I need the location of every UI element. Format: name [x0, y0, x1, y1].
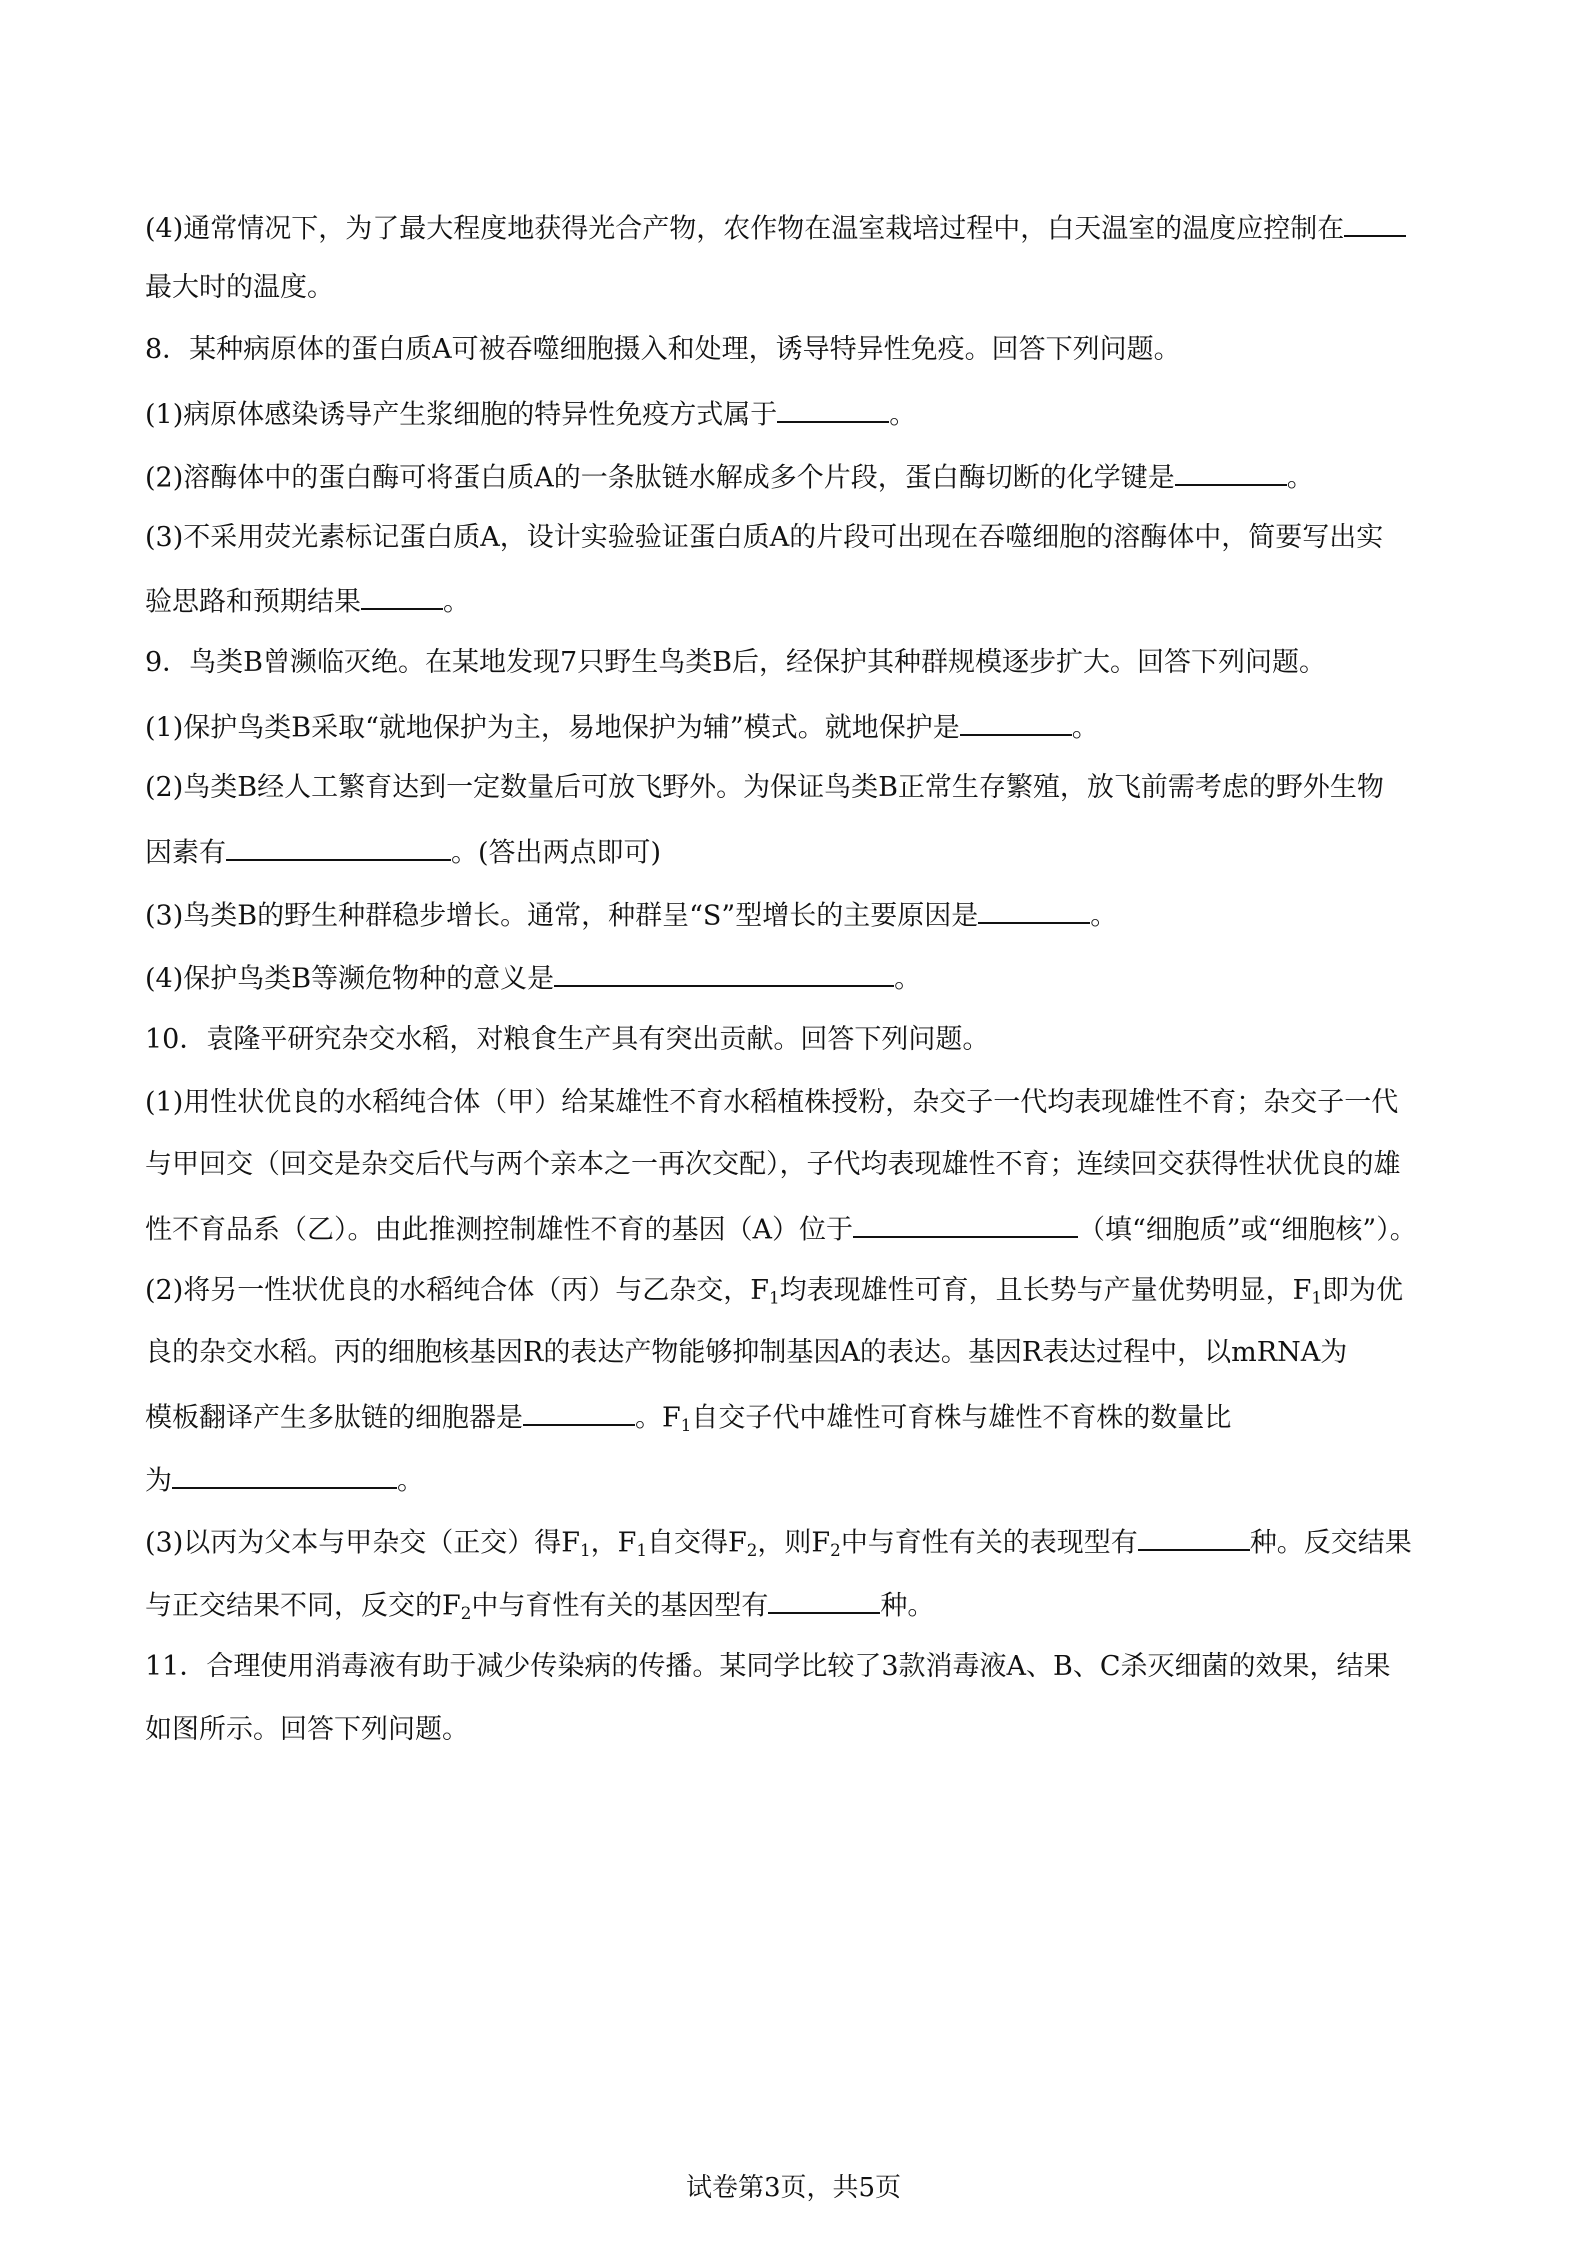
- q9-stem: 9．鸟类B曾濒临灭绝。在某地发现7只野生鸟类B后，经保护其种群规模逐步扩大。回答下列问题。: [145, 647, 1327, 678]
- q10-2-line1: (2)将另一性状优良的水稻纯合体（丙）与乙杂交，$F_1$均表现雄性可育，且长势与产量优势明显，$F_1$即为优: [145, 1275, 1404, 1308]
- q10-1-line2: 与甲回交（回交是杂交后代与两个亲本之一再次交配），子代均表现雄性不育；连续回交获得性状优良的雄: [145, 1149, 1401, 1180]
- answer-blank[interactable]: [554, 957, 894, 987]
- q8-3-line2: 验思路和预期结果 。: [145, 580, 1445, 622]
- q9-3: (3)鸟类B的野生种群稳步增长。通常，种群呈“S”型增长的主要原因是 。: [145, 894, 1445, 936]
- answer-blank[interactable]: [853, 1208, 1078, 1238]
- q7-4-line1: (4)通常情况下，为了最大程度地获得光合产物，农作物在温室栽培过程中，白天温室的温度应控制在: [145, 207, 1445, 249]
- answer-blank[interactable]: [226, 831, 451, 861]
- q10-3-line1: (3)以丙为父本与甲杂交（正交）得$F_1$，$F_1$自交得$F_2$，则$F_2$中与育性有关的表现型有 种。反交结果: [145, 1521, 1445, 1570]
- answer-blank[interactable]: [1344, 207, 1406, 237]
- q8-2: (2)溶酶体中的蛋白酶可将蛋白质A的一条肽链水解成多个片段，蛋白酶切断的化学键是 。: [145, 456, 1445, 498]
- answer-blank[interactable]: [523, 1396, 635, 1426]
- q10-3-line2: 与正交结果不同，反交的$F_2$中与育性有关的基因型有 种。: [145, 1584, 1445, 1633]
- q9-4: (4)保护鸟类B等濒危物种的意义是 。: [145, 957, 1445, 999]
- q10-stem: 10．袁隆平研究杂交水稻，对粮食生产具有突出贡献。回答下列问题。: [145, 1024, 990, 1055]
- q10-1-line1: (1)用性状优良的水稻纯合体（甲）给某雄性不育水稻植株授粉，杂交子一代均表现雄性不育；杂交子一代: [145, 1087, 1399, 1118]
- answer-blank[interactable]: [960, 706, 1072, 736]
- answer-blank[interactable]: [361, 580, 443, 610]
- q9-1: (1)保护鸟类B采取“就地保护为主，易地保护为辅”模式。就地保护是 。: [145, 706, 1445, 748]
- page-footer: 试卷第3页，共5页: [685, 2173, 902, 2203]
- answer-blank[interactable]: [1138, 1521, 1250, 1551]
- q8-1: (1)病原体感染诱导产生浆细胞的特异性免疫方式属于 。: [145, 393, 1445, 435]
- answer-blank[interactable]: [978, 894, 1090, 924]
- answer-blank[interactable]: [1175, 456, 1287, 486]
- q10-1-line3: 性不育品系（乙）。由此推测控制雄性不育的基因（A）位于 （填“细胞质”或“细胞核”）。: [145, 1208, 1445, 1250]
- q8-3-line1: (3)不采用荧光素标记蛋白质A，设计实验验证蛋白质A的片段可出现在吞噬细胞的溶酶体中，简要写出实: [145, 522, 1384, 553]
- q10-2-line4: 为 。: [145, 1459, 1445, 1501]
- q10-2-line3: 模板翻译产生多肽链的细胞器是 。$F_1$自交子代中雄性可育株与雄性不育株的数量比: [145, 1396, 1445, 1445]
- answer-blank[interactable]: [777, 393, 889, 423]
- q10-2-line2: 良的杂交水稻。丙的细胞核基因R的表达产物能够抑制基因A的表达。基因R表达过程中，以mRNA为: [145, 1337, 1348, 1368]
- q9-2-line2: 因素有 。(答出两点即可): [145, 831, 1445, 873]
- q8-stem: 8．某种病原体的蛋白质A可被吞噬细胞摄入和处理，诱导特异性免疫。回答下列问题。: [145, 334, 1181, 365]
- q11-stem-line1: 11．合理使用消毒液有助于减少传染病的传播。某同学比较了3款消毒液A、B、C杀灭细菌的效果，结果: [145, 1651, 1391, 1682]
- q9-2-line1: (2)鸟类B经人工繁育达到一定数量后可放飞野外。为保证鸟类B正常生存繁殖，放飞前需考虑的野外生物: [145, 772, 1384, 803]
- answer-blank[interactable]: [172, 1459, 397, 1489]
- q7-4-line2: 最大时的温度。: [145, 272, 334, 303]
- answer-blank[interactable]: [768, 1584, 880, 1614]
- q11-stem-line2: 如图所示。回答下列问题。: [145, 1714, 469, 1745]
